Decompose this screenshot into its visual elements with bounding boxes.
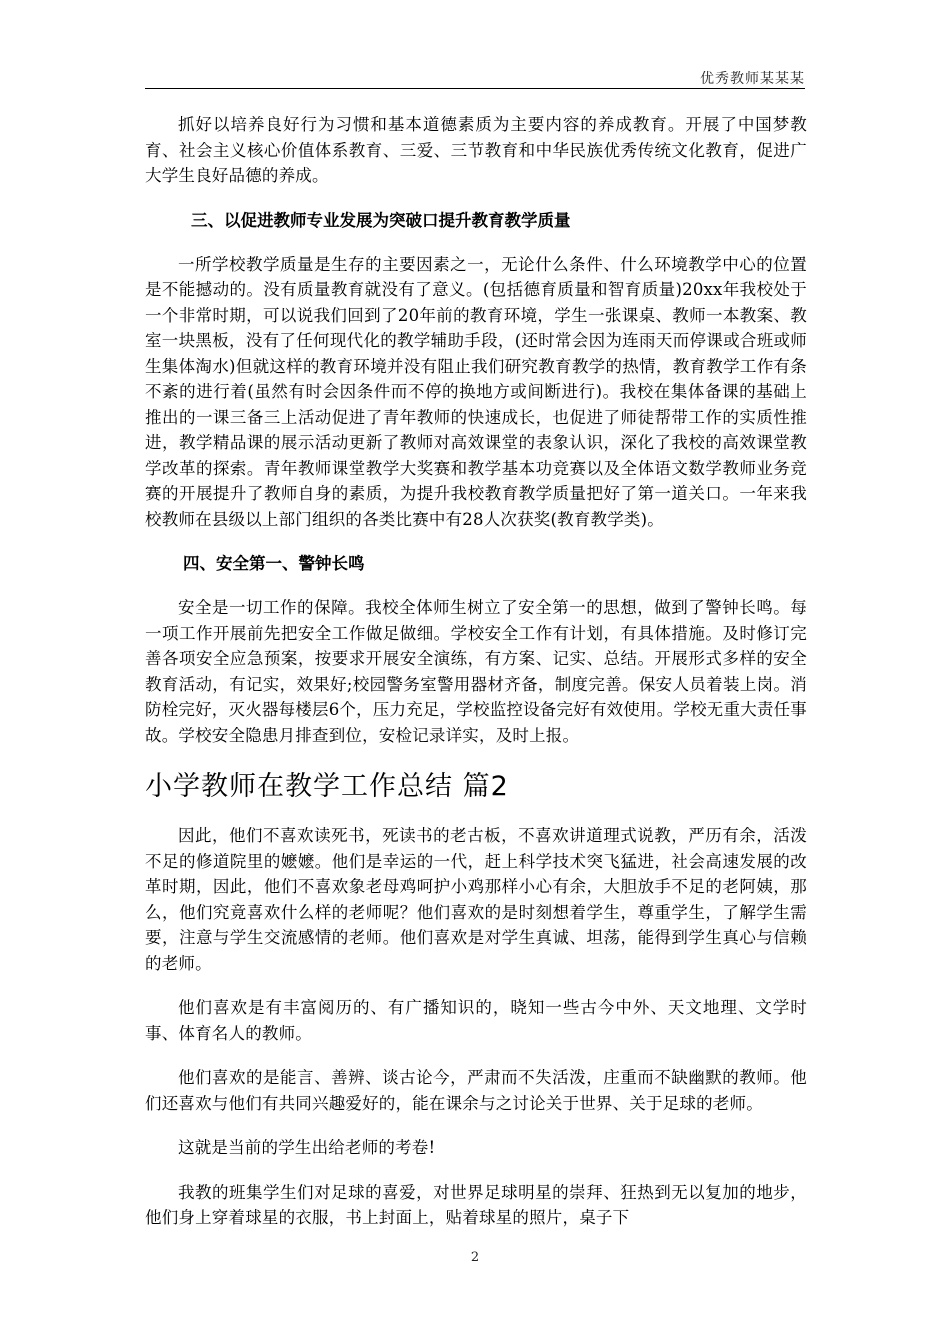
header-rule [145,88,805,89]
paragraph-knowledgeable-teacher: 他们喜欢是有丰富阅历的、有广播知识的，晓知一些古今中外、天文地理、文学时事、体育名人的教师。 [145,998,807,1043]
paragraph-teaching-quality: 一所学校教学质量是生存的主要因素之一，无论什么条件、什么环境教学中心的位置是不能撼动的。没有质量教育就没有了意义。(包括德育质量和智育质量)20xx年我校处于一个非常时期，可以说我们回到了20年前的教育环境，学生一张课桌、教师一本教案、教室一块黑板，没有了任何现代化的教学辅助手段，(还时常会因为连雨天而停课或合班或师生集体淘水)但就这样的教育环境并没有阻止我们研究教育教学的热情，教育教学工作有条不紊的进行着(虽然有时会因条件而不停的换地方或间断进行)。我校在集体备课的基础上推出的一课三备三上活动促进了青年教师的快速成长，也促进了师徒帮带工作的实质性推进，教学精品课的展示活动更新了教师对高效课堂的表象认识，深化了我校的高效课堂教学改革的探索。青年教师课堂教学大奖赛和教学基本功竞赛以及全体语文数学教师业务竞赛的开展提升了教师自身的素质，为提升我校教育教学质量把好了第一道关口。一年来我校教师在县级以上部门组织的各类比赛中有28人次获奖(教育教学类)。 [145,254,807,529]
document-body [145,112,807,1250]
paragraph-eloquent-teacher: 他们喜欢的是能言、善辨、谈古论今，严肃而不失活泼，庄重而不缺幽默的教师。他们还喜欢与他们有共同兴趣爱好的，能在课余与之讨论关于世界、关于足球的老师。 [145,1068,807,1113]
page-number: 2 [470,1250,480,1265]
paragraph-exam-question: 这就是当前的学生出给老师的考卷! [178,1138,436,1157]
page-header: 优秀教师某某某 [700,71,805,87]
paragraph-students-preferences: 因此，他们不喜欢读死书，死读书的老古板，不喜欢讲道理式说教，严历有余，活泼不足的修道院里的嬷嬷。他们是幸运的一代，赶上科学技术突飞猛进，社会高速发展的改革时期，因此，他们不喜欢象老母鸡呵护小鸡那样小心有余，大胆放手不足的老阿姨，那么，他们究竟喜欢什么样的老师呢？他们喜欢的是时刻想着学生，尊重学生，了解学生需要，注意与学生交流感情的老师。他们喜欢是对学生真诚、坦荡，能得到学生真心与信赖的老师。 [145,826,807,973]
section-heading-four: 四、安全第一、警钟长鸣 [183,554,365,573]
paragraph-football-class: 我教的班集学生们对足球的喜爱，对世界足球明星的崇拜、狂热到无以复加的地步，他们身上穿着球星的衣服，书上封面上，贴着球星的照片，桌子下 [145,1182,807,1227]
paragraph-moral-education: 抓好以培养良好行为习惯和基本道德素质为主要内容的养成教育。开展了中国梦教育、社会主义核心价值体系教育、三爱、三节教育和中华民族优秀传统文化教育，促进广大学生良好品德的养成。 [145,115,807,185]
paragraph-safety: 安全是一切工作的保障。我校全体师生树立了安全第一的思想，做到了警钟长鸣。每一项工作开展前先把安全工作做足做细。学校安全工作有计划，有具体措施。及时修订完善各项安全应急预案，按要求开展安全演练，有方案、记实、总结。开展形式多样的安全教育活动，有记实，效果好;校园警务室警用器材齐备，制度完善。保安人员着装上岗。消防栓完好，灭火器每楼层6个，压力充足，学校监控设备完好有效使用。学校无重大责任事故。学校安全隐患月排查到位，安检记录详实，及时上报。 [145,598,807,745]
section-heading-three: 三、以促进教师专业发展为突破口提升教育教学质量 [191,210,571,230]
article-title-part-2: 小学教师在教学工作总结 篇2 [145,771,509,802]
